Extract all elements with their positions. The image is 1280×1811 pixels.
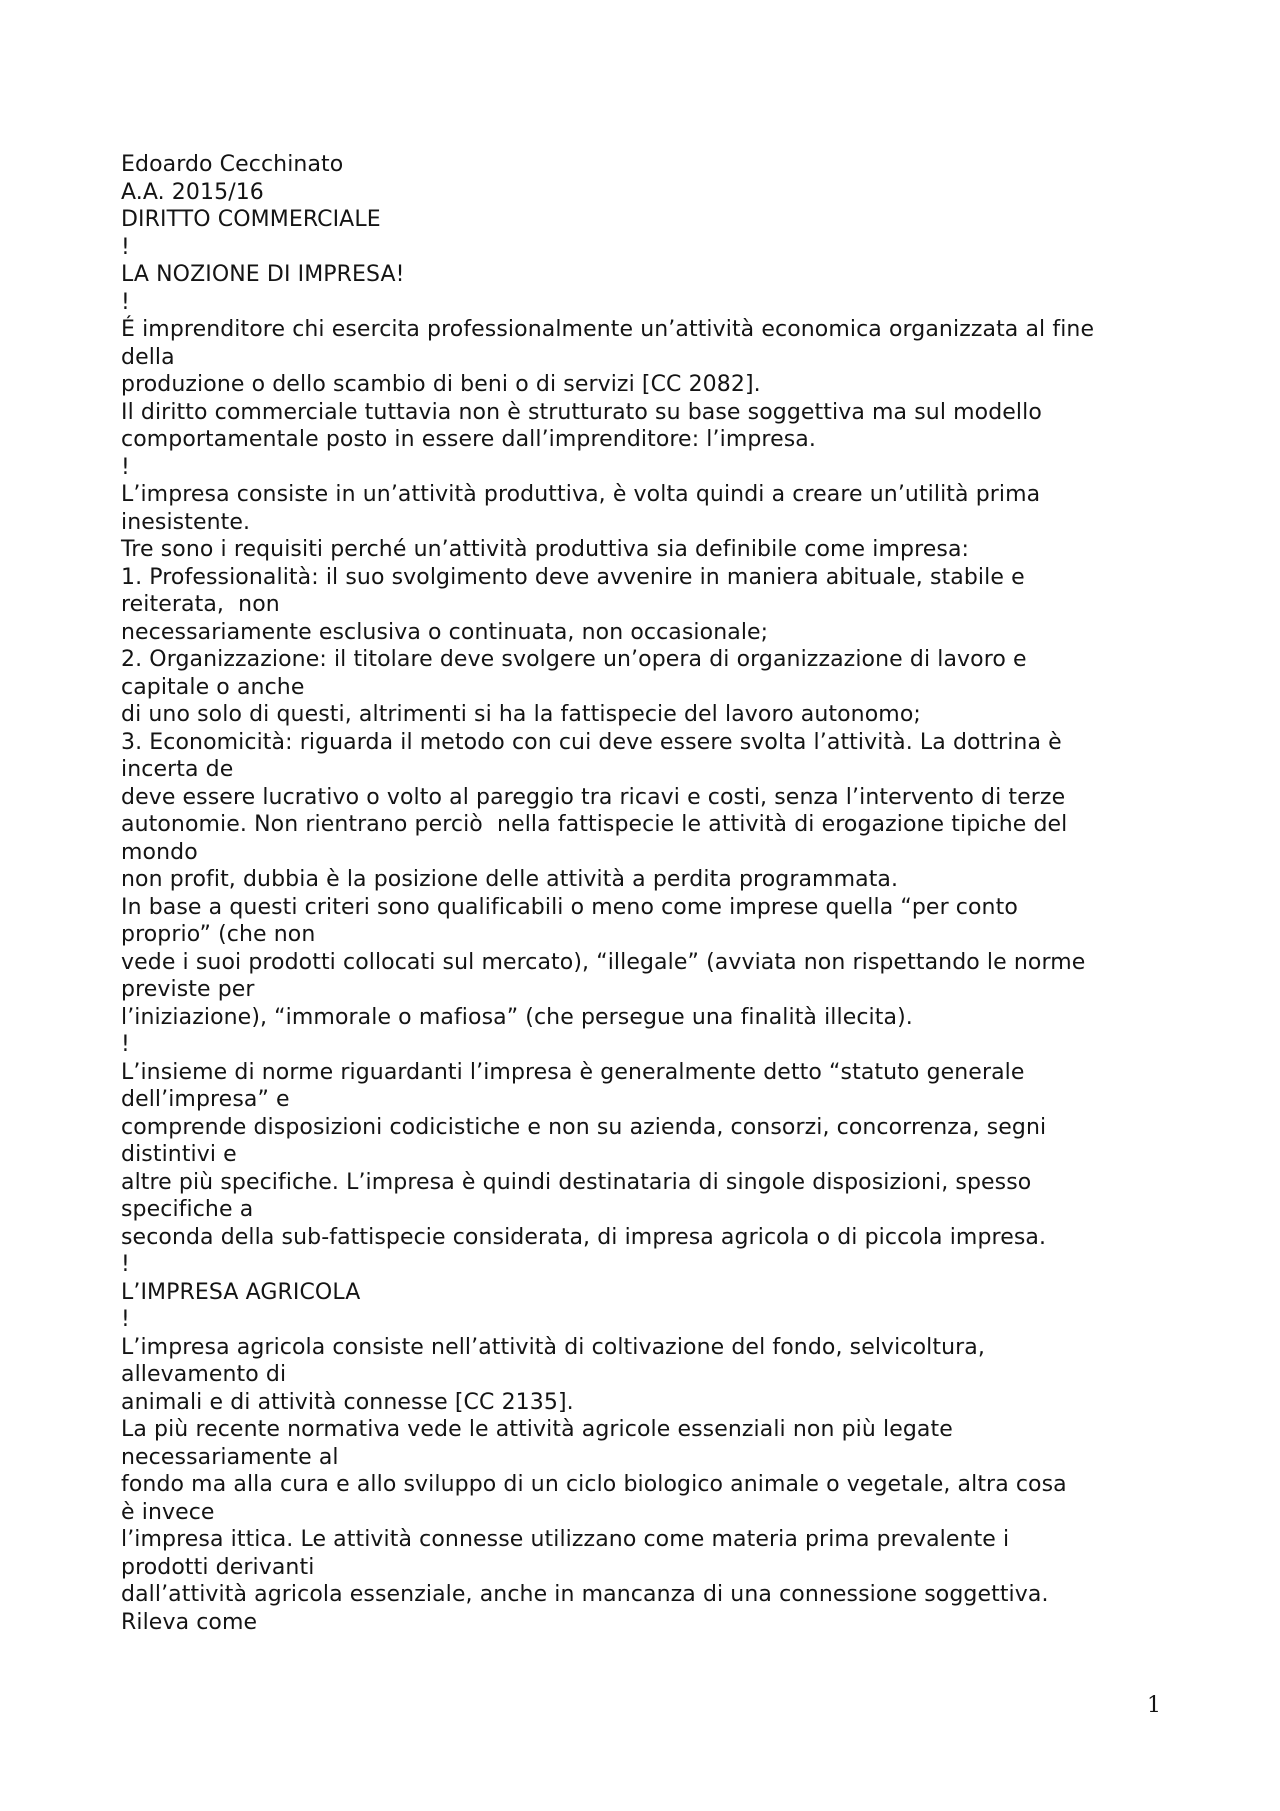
text-line: deve essere lucrativo o volto al pareggio tra ricavi e costi, senza l’intervento di terze [121, 784, 1066, 810]
text-line: 3. Economicità: riguarda il metodo con cui deve essere svolta l’attività. La dottrina è [121, 729, 1062, 755]
text-line: comprende disposizioni codicistiche e non su azienda, consorzi, concorrenza, segni [121, 1114, 1047, 1140]
text-line: ! [121, 1252, 130, 1277]
text-line: necessariamente esclusiva o continuata, non occasionale; [121, 619, 769, 645]
text-line: ! [121, 1307, 130, 1332]
text-line: allevamento di [121, 1362, 287, 1387]
text-line: ! [121, 234, 130, 260]
text-line: L’impresa agricola consiste nell’attività di coltivazione del fondo, selvicoltura, [121, 1334, 985, 1360]
text-line: inesistente. [121, 509, 251, 535]
text-line: La più recente normativa vede le attività agricole essenziali non più legate [121, 1417, 953, 1442]
text-line: distintivi e [121, 1142, 237, 1167]
text-line: non profit, dubbia è la posizione delle attività a perdita programmata. [121, 867, 899, 892]
text-line: specifiche a [121, 1197, 254, 1222]
text-line: A.A. 2015/16 [121, 179, 264, 205]
text-line: Tre sono i requisiti perché un’attività produttiva sia definibile come impresa: [121, 537, 970, 562]
text-line: necessariamente al [121, 1444, 339, 1470]
text-line: reiterata, non [121, 592, 280, 617]
text-line: ! [121, 1032, 130, 1057]
document-body [121, 151, 1171, 1636]
text-line: animali e di attività connesse [CC 2135]. [121, 1389, 574, 1415]
text-line: In base a questi criteri sono qualificabili o meno come imprese quella “per conto [121, 894, 1018, 920]
text-line: proprio” (che non [121, 922, 316, 947]
text-line: Rileva come [121, 1609, 258, 1635]
text-line: L’insieme di norme riguardanti l’impresa è generalmente detto “statuto generale [121, 1059, 1025, 1085]
text-line: Edoardo Cecchinato [121, 152, 344, 177]
section-heading: LA NOZIONE DI IMPRESA! [121, 262, 405, 287]
text-line: della [121, 344, 175, 370]
text-line: 1. Professionalità: il suo svolgimento deve avvenire in maniera abituale, stabile e [121, 564, 1025, 590]
text-line: previste per [121, 977, 255, 1002]
text-line: capitale o anche [121, 674, 305, 700]
text-line: Il diritto commerciale tuttavia non è strutturato su base soggettiva ma sul modello [121, 399, 1042, 425]
text-line: 2. Organizzazione: il titolare deve svolgere un’opera di organizzazione di lavoro e [121, 647, 1027, 672]
text-line: DIRITTO COMMERCIALE [121, 207, 381, 232]
text-line: prodotti derivanti [121, 1554, 315, 1580]
text-line: vede i suoi prodotti collocati sul mercato), “illegale” (avviata non rispettando le norme [121, 949, 1086, 975]
text-line: l’impresa ittica. Le attività connesse utilizzano come materia prima prevalente i [121, 1527, 1010, 1552]
text-line: fondo ma alla cura e allo sviluppo di un ciclo biologico animale o vegetale, altra cosa [121, 1472, 1067, 1497]
text-line: L’impresa consiste in un’attività produttiva, è volta quindi a creare un’utilità prima [121, 482, 1041, 507]
text-line: comportamentale posto in essere dall’imprenditore: l’impresa. [121, 427, 816, 452]
text-line: di uno solo di questi, altrimenti si ha la fattispecie del lavoro autonomo; [121, 702, 921, 727]
text-line: ! [121, 289, 130, 315]
text-line: incerta de [121, 757, 234, 782]
text-line: dall’attività agricola essenziale, anche in mancanza di una connessione soggettiva. [121, 1582, 1049, 1607]
text-line: ! [121, 454, 130, 480]
text-line: dell’impresa” e [121, 1087, 290, 1112]
text-line: É imprenditore chi esercita professionalmente un’attività economica organizzata al fine [121, 317, 1095, 342]
text-line: autonomie. Non rientrano perciò nella fattispecie le attività di erogazione tipiche del [121, 812, 1068, 837]
text-line: è invece [121, 1499, 215, 1525]
text-line: altre più specifiche. L’impresa è quindi destinataria di singole disposizioni, spesso [121, 1169, 1032, 1195]
text-line: l’iniziazione), “immorale o mafiosa” (che persegue una finalità illecita). [121, 1004, 913, 1030]
text-line: seconda della sub-fattispecie considerata, di impresa agricola o di piccola impresa. [121, 1224, 1047, 1250]
text-line: produzione o dello scambio di beni o di servizi [CC 2082]. [121, 372, 761, 397]
text-line: mondo [121, 839, 198, 865]
section-heading: L’IMPRESA AGRICOLA [121, 1279, 361, 1305]
page-number: 1 [1147, 1693, 1161, 1718]
